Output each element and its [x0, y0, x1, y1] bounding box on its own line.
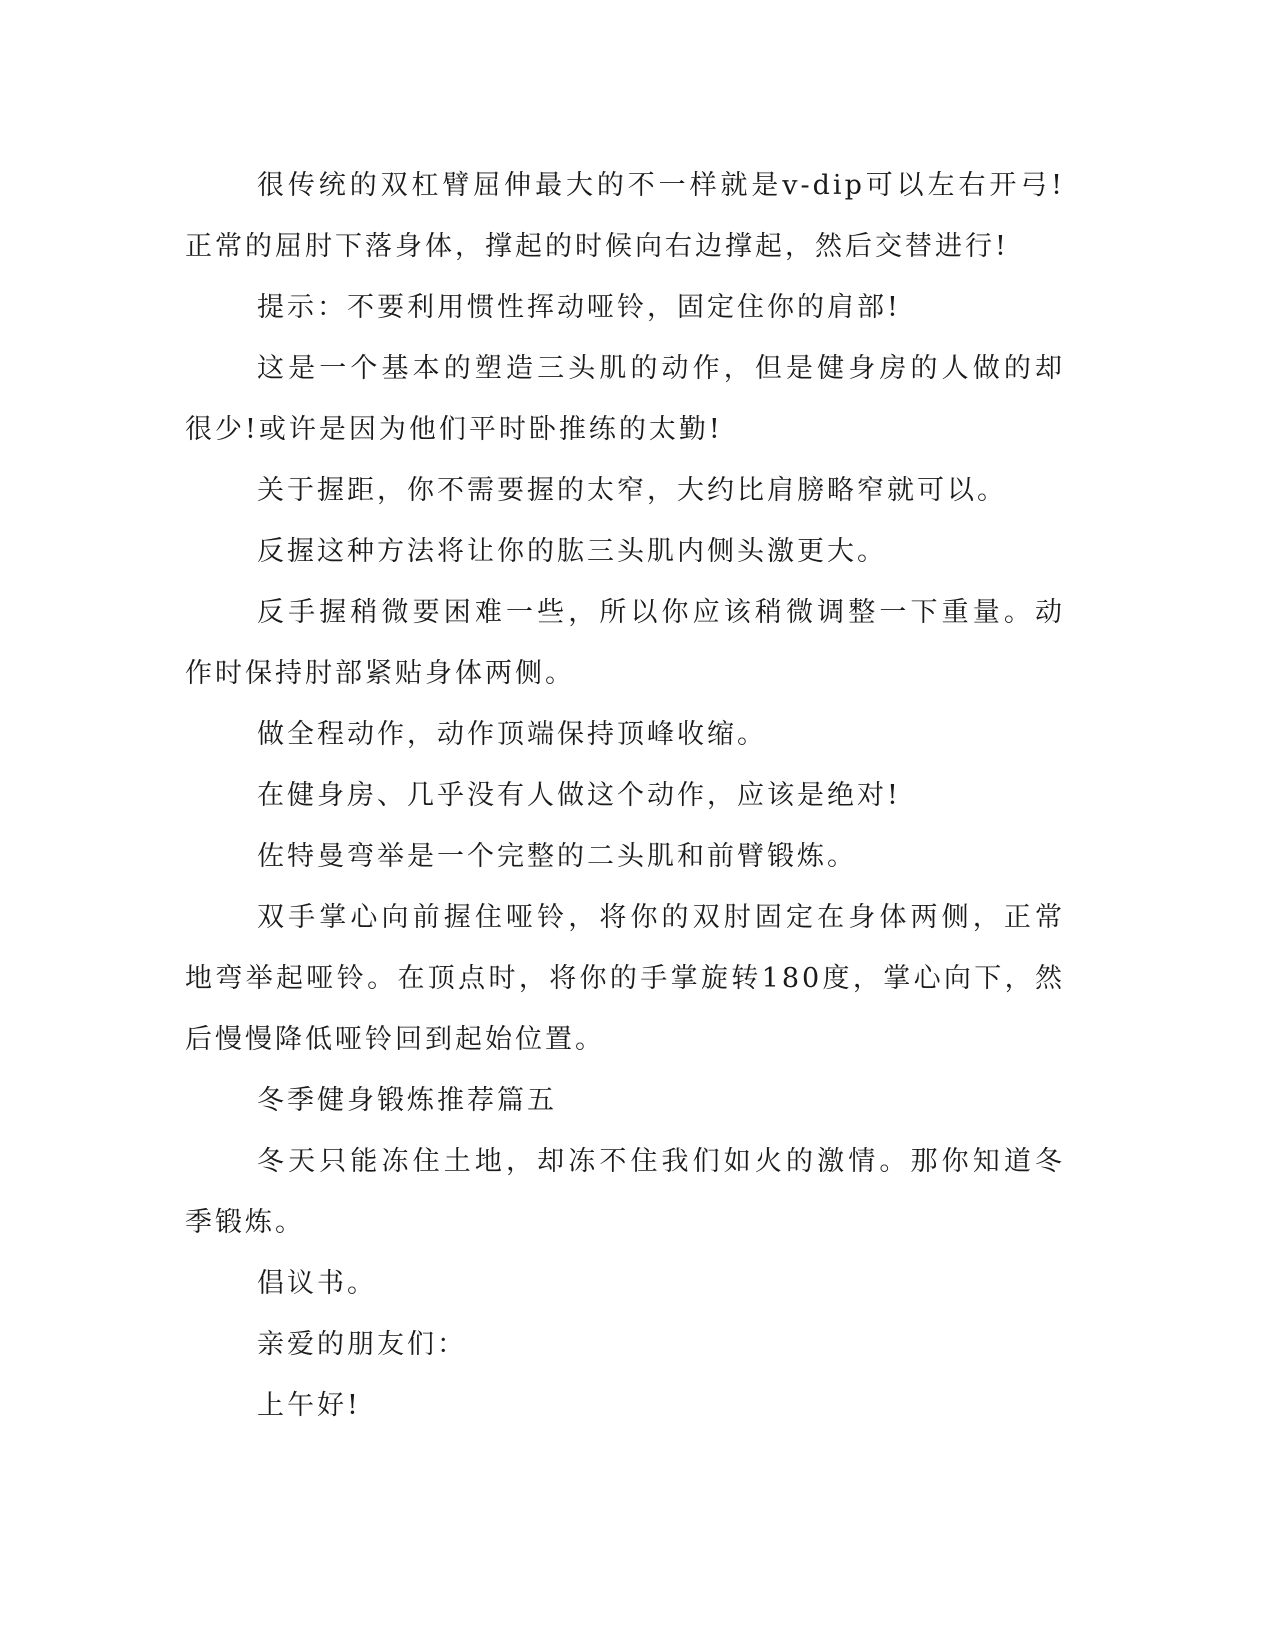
paragraph: 反手握稍微要困难一些，所以你应该稍微调整一下重量。动作时保持肘部紧贴身体两侧。 — [185, 597, 1065, 689]
document-body — [185, 155, 1065, 1436]
salutation: 亲爱的朋友们： — [257, 1329, 467, 1360]
paragraph: 这是一个基本的塑造三头肌的动作，但是健身房的人做的却很少!或许是因为他们平时卧推练的太勤! — [185, 353, 1065, 445]
paragraph: 提示：不要利用惯性挥动哑铃，固定住你的肩部! — [257, 292, 901, 323]
paragraph: 反握这种方法将让你的肱三头肌内侧头激更大。 — [257, 536, 887, 567]
paragraph: 关于握距，你不需要握的太窄，大约比肩膀略窄就可以。 — [257, 475, 1007, 506]
paragraph: 很传统的双杠臂屈伸最大的不一样就是v-dip可以左右开弓!正常的屈肘下落身体，撑起的时候向右边撑起，然后交替进行! — [185, 170, 1065, 262]
greeting: 上午好! — [257, 1390, 361, 1421]
section-heading: 冬季健身锻炼推荐篇五 — [257, 1085, 557, 1116]
paragraph: 在健身房、几乎没有人做这个动作，应该是绝对! — [257, 780, 901, 811]
paragraph: 倡议书。 — [257, 1268, 377, 1299]
paragraph: 双手掌心向前握住哑铃，将你的双肘固定在身体两侧，正常地弯举起哑铃。在顶点时，将你的手掌旋转180度，掌心向下，然后慢慢降低哑铃回到起始位置。 — [185, 902, 1065, 1055]
paragraph: 做全程动作，动作顶端保持顶峰收缩。 — [257, 719, 767, 750]
paragraph: 佐特曼弯举是一个完整的二头肌和前臂锻炼。 — [257, 841, 857, 872]
paragraph: 冬天只能冻住土地，却冻不住我们如火的激情。那你知道冬季锻炼。 — [185, 1146, 1065, 1238]
